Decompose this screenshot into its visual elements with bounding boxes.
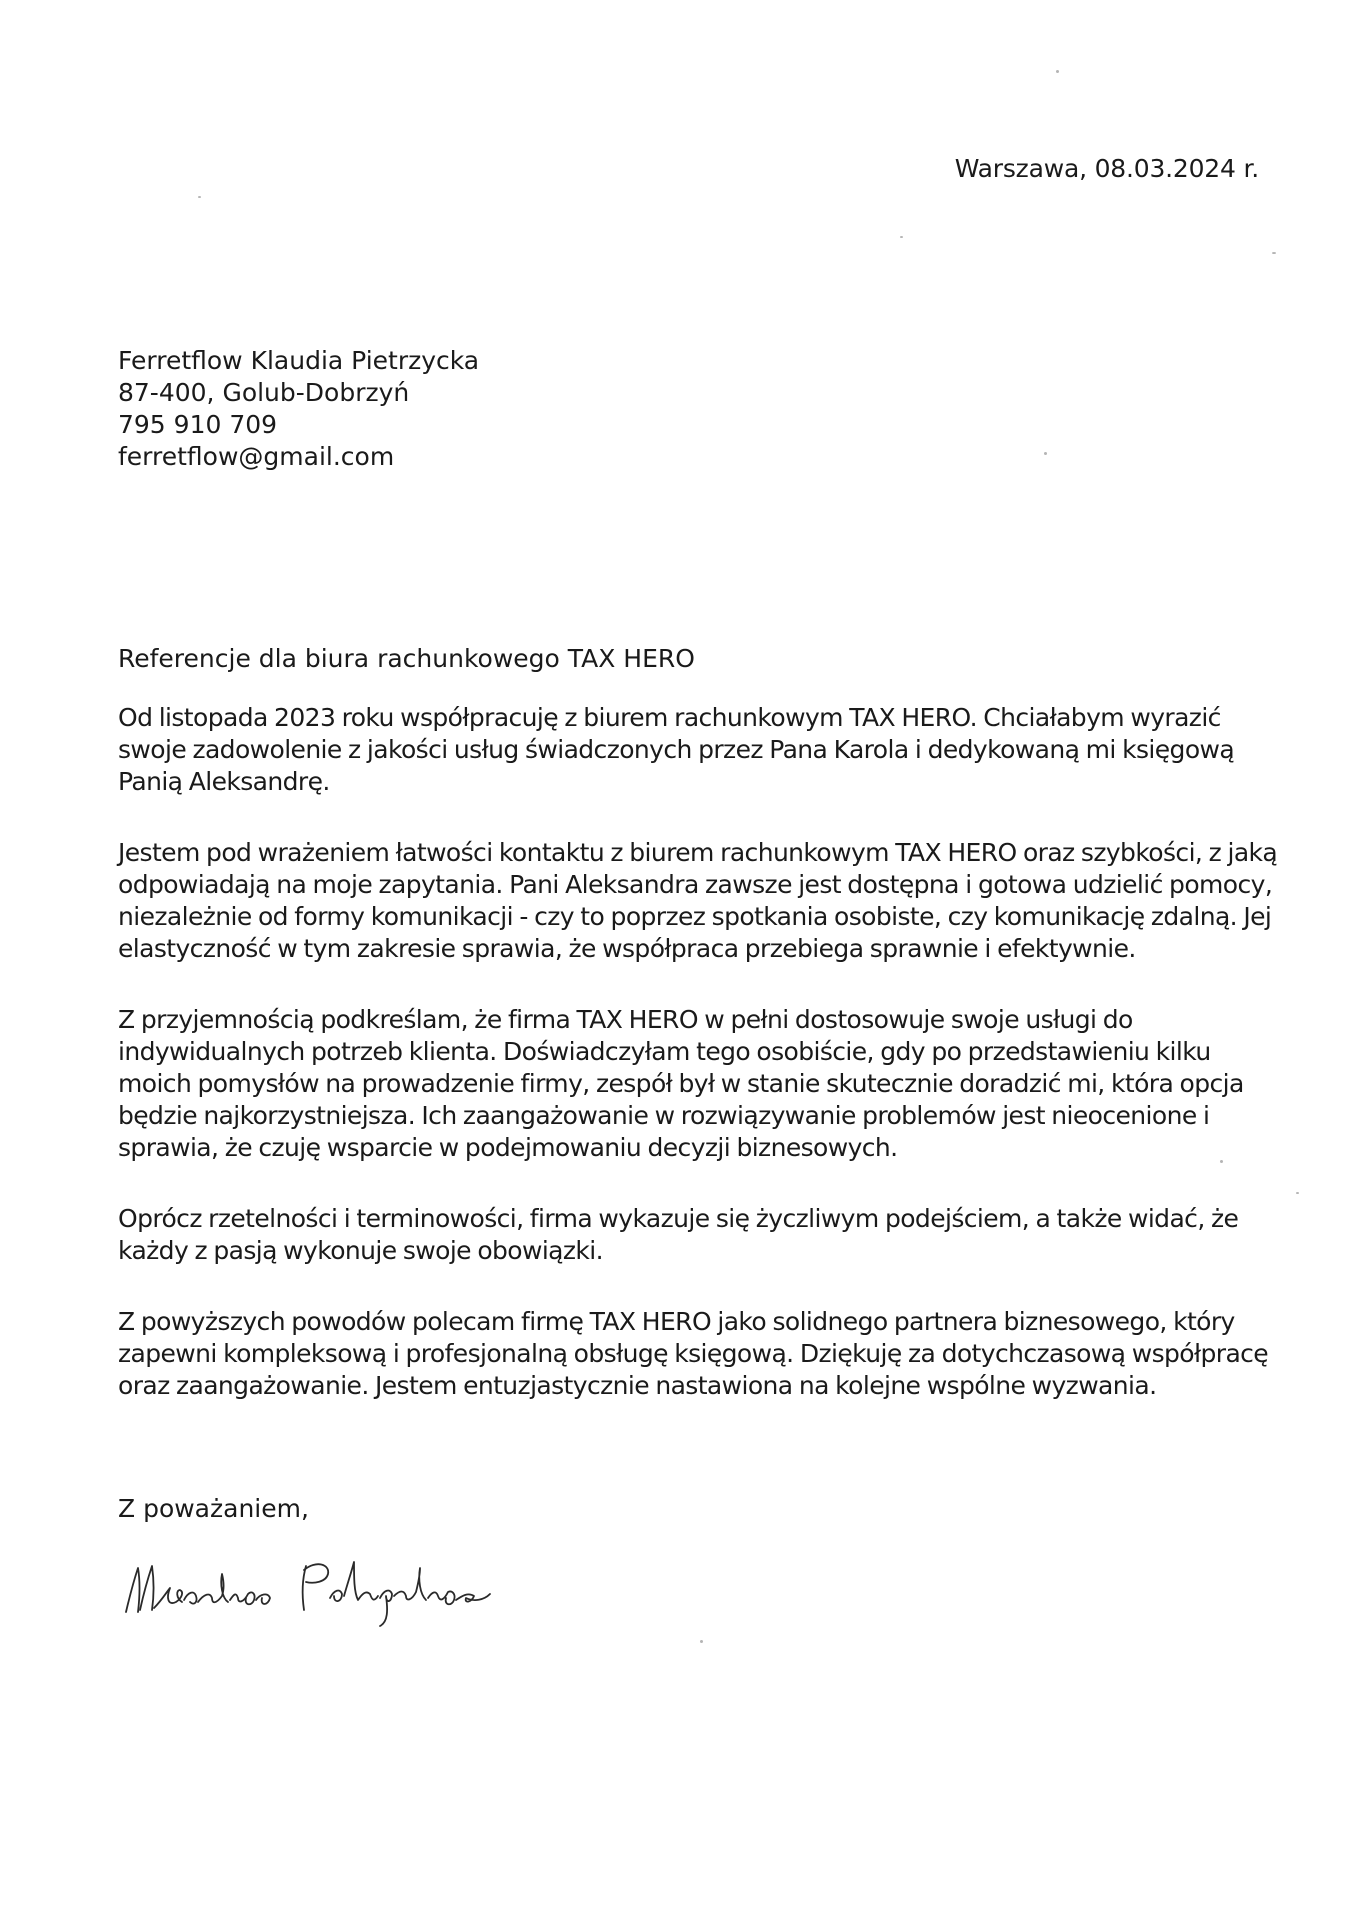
letter-subject: Referencje dla biura rachunkowego TAX HERO [118,644,695,673]
body-paragraph: Oprócz rzetelności i terminowości, firma wykazuje się życzliwym podejściem, a także widać, że każdy z pasją wykonuje swoje obowiązki. [118,1204,1239,1265]
date-line: Warszawa, 08.03.2024 r. [954,154,1259,183]
scan-speck [900,236,903,238]
scan-speck [1272,252,1276,254]
letter-body [118,702,1278,1441]
closing-salutation: Z poważaniem, [118,1494,309,1523]
body-paragraph: Z powyższych powodów polecam firmę TAX HERO jako solidnego partnera biznesowego, który zapewni kompleksową i profesjonalną obsługę księgową. Dziękuję za dotychczasową współpracę oraz zaangażowanie. Jestem entuzjastycznie nastawiona na kolejne wspólne wyzwania. [118,1307,1269,1400]
scan-speck [1296,1192,1299,1194]
sender-phone: 795 910 709 [118,410,278,439]
scan-speck [1056,70,1059,73]
scan-speck [198,196,201,198]
scan-speck [700,1640,703,1643]
handwritten-signature [118,1540,518,1630]
sender-block [118,345,479,473]
scan-speck [1044,452,1047,455]
sender-email: ferretflow@gmail.com [118,442,395,471]
scan-speck [1220,1160,1223,1163]
sender-name: Ferretflow Klaudia Pietrzycka [118,346,480,375]
body-paragraph: Z przyjemnością podkreślam, że firma TAX HERO w pełni dostosowuje swoje usługi do indywidualnych potrzeb klienta. Doświadczyłam tego osobiście, gdy po przedstawieniu kilku moich pomysłów na prowadzenie firmy, zespół był w stanie skutecznie doradzić mi, która opcja będzie najkorzystniejsza. Ich zaangażowanie w rozwiązywanie problemów jest nieocenione i sprawia, że czuję wsparcie w podejmowaniu decyzji biznesowych. [118,1005,1244,1162]
sender-address: 87-400, Golub-Dobrzyń [118,378,410,407]
body-paragraph: Od listopada 2023 roku współpracuję z biurem rachunkowym TAX HERO. Chciałabym wyrazić swoje zadowolenie z jakości usług świadczonych przez Pana Karola i dedykowaną mi księgową Panią Aleksandrę. [118,703,1235,796]
body-paragraph: Jestem pod wrażeniem łatwości kontaktu z biurem rachunkowym TAX HERO oraz szybkości, z jaką odpowiadają na moje zapytania. Pani Aleksandra zawsze jest dostępna i gotowa udzielić pomocy, niezależnie od formy komunikacji - czy to poprzez spotkania osobiste, czy komunikację zdalną. Jej elastyczność w tym zakresie sprawia, że współpraca przebiega sprawnie i efektywnie. [118,838,1278,963]
